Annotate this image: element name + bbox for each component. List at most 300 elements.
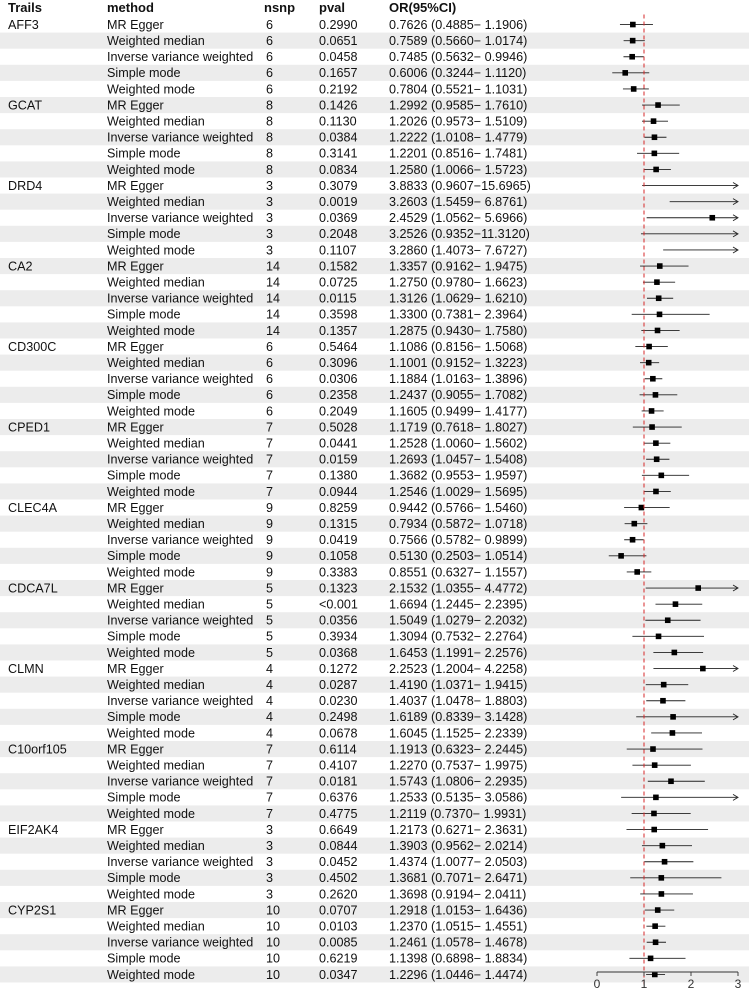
or-point: [662, 859, 668, 865]
row-method: Weighted mode: [107, 243, 195, 258]
row-pval: 0.1657: [319, 66, 358, 81]
row-nsnp: 7: [266, 468, 274, 483]
row-method: Inverse variance weighted: [107, 211, 254, 226]
row-pval: 0.4107: [319, 758, 358, 773]
row-pval: 0.8259: [319, 500, 358, 515]
row-pval: 0.0678: [319, 726, 358, 741]
row-method: Weighted mode: [107, 967, 195, 982]
row-or-ci: 1.6694 (1.2445− 2.2395): [389, 597, 528, 612]
x-tick-label: 3: [734, 977, 742, 990]
row-or-ci: 1.4037 (1.0478− 1.8803): [389, 694, 528, 709]
row-method: Weighted median: [107, 194, 205, 209]
row-pval: 0.1380: [319, 468, 358, 483]
x-tick-label: 1: [640, 977, 648, 990]
row-method: Inverse variance weighted: [107, 452, 254, 467]
row-nsnp: 3: [266, 871, 274, 886]
row-or-ci: 1.1001 (0.9152− 1.3223): [389, 355, 528, 370]
or-point: [659, 875, 665, 881]
row-method: MR Egger: [107, 661, 164, 676]
or-point: [660, 843, 666, 849]
row-nsnp: 7: [266, 742, 274, 757]
row-or-ci: 1.2222 (1.0108− 1.4779): [389, 130, 528, 145]
header-pval: pval: [319, 0, 346, 15]
row-pval: 0.0707: [319, 903, 358, 918]
row-trait: CLEC4A: [8, 500, 57, 515]
row-nsnp: 3: [266, 887, 274, 902]
row-pval: 0.0844: [319, 838, 358, 853]
row-nsnp: 4: [266, 726, 274, 741]
row-pval: 0.0103: [319, 919, 358, 934]
row-pval: 0.2049: [319, 404, 358, 419]
or-point: [670, 730, 676, 736]
row-or-ci: 1.2918 (1.0153− 1.6436): [389, 903, 528, 918]
row-nsnp: 7: [266, 484, 274, 499]
row-or-ci: 1.3682 (0.9553− 1.9597): [389, 468, 528, 483]
row-method: MR Egger: [107, 259, 164, 274]
row-pval: 0.2620: [319, 887, 358, 902]
row-method: Weighted mode: [107, 645, 195, 660]
row-nsnp: 3: [266, 211, 274, 226]
row-or-ci: 1.1913 (0.6323− 2.2445): [389, 742, 528, 757]
row-nsnp: 6: [266, 33, 274, 48]
row-pval: 0.1323: [319, 581, 358, 596]
or-point: [653, 795, 659, 801]
or-point: [631, 521, 637, 527]
row-method: Weighted median: [107, 597, 205, 612]
row-nsnp: 7: [266, 420, 274, 435]
row-pval: 0.6219: [319, 951, 358, 966]
row-pval: <0.001: [319, 597, 358, 612]
row-nsnp: 5: [266, 597, 274, 612]
row-method: Inverse variance weighted: [107, 372, 254, 387]
row-pval: 0.2990: [319, 17, 358, 32]
row-method: Simple mode: [107, 549, 181, 564]
row-or-ci: 2.2523 (1.2004− 4.2258): [389, 661, 528, 676]
row-pval: 0.0458: [319, 50, 358, 65]
or-point: [653, 440, 659, 446]
or-point: [670, 714, 676, 720]
row-pval: 0.3934: [319, 629, 358, 644]
row-pval: 0.6376: [319, 790, 358, 805]
row-pval: 0.1058: [319, 549, 358, 564]
row-or-ci: 3.8833 (0.9607−15.6965): [389, 178, 531, 193]
row-pval: 0.2498: [319, 710, 358, 725]
row-method: Weighted mode: [107, 565, 195, 580]
or-point: [651, 827, 657, 833]
row-method: Simple mode: [107, 710, 181, 725]
row-or-ci: 1.3903 (0.9562− 2.0214): [389, 838, 528, 853]
row-method: MR Egger: [107, 17, 164, 32]
row-pval: 0.3096: [319, 355, 358, 370]
row-or-ci: 1.2693 (1.0457− 1.5408): [389, 452, 528, 467]
row-nsnp: 6: [266, 355, 274, 370]
row-nsnp: 4: [266, 677, 274, 692]
or-point: [673, 601, 679, 607]
or-point: [648, 956, 654, 962]
row-nsnp: 14: [266, 291, 281, 306]
row-or-ci: 1.1398 (0.6898− 1.8834): [389, 951, 528, 966]
or-point: [653, 167, 659, 173]
row-or-ci: 1.2533 (0.5135− 3.0586): [389, 790, 528, 805]
row-pval: 0.2048: [319, 227, 358, 242]
or-point: [652, 972, 658, 978]
row-nsnp: 5: [266, 581, 274, 596]
row-pval: 0.1315: [319, 516, 358, 531]
row-or-ci: 3.2603 (1.5459− 6.8761): [389, 194, 528, 209]
row-nsnp: 9: [266, 500, 274, 515]
row-pval: 0.5464: [319, 339, 358, 354]
or-point: [655, 102, 661, 108]
or-point: [631, 86, 637, 92]
row-pval: 0.2192: [319, 82, 358, 97]
row-nsnp: 8: [266, 146, 274, 161]
or-point: [630, 537, 636, 543]
row-method: Weighted mode: [107, 806, 195, 821]
row-pval: 0.1426: [319, 98, 358, 113]
or-point: [709, 215, 715, 221]
row-method: Weighted median: [107, 677, 205, 692]
row-nsnp: 4: [266, 694, 274, 709]
row-or-ci: 3.2526 (0.9352−11.3120): [389, 227, 530, 242]
or-point: [659, 473, 665, 479]
or-point: [659, 891, 665, 897]
row-nsnp: 5: [266, 645, 274, 660]
row-nsnp: 9: [266, 549, 274, 564]
row-method: Inverse variance weighted: [107, 130, 254, 145]
row-method: Inverse variance weighted: [107, 694, 254, 709]
row-method: Inverse variance weighted: [107, 935, 254, 950]
or-point: [660, 698, 666, 704]
row-or-ci: 1.3094 (0.7532− 2.2764): [389, 629, 528, 644]
or-point: [665, 617, 671, 623]
row-pval: 0.3598: [319, 307, 358, 322]
row-method: MR Egger: [107, 500, 164, 515]
row-nsnp: 7: [266, 436, 274, 451]
row-or-ci: 1.2992 (0.9585− 1.7610): [389, 98, 528, 113]
row-pval: 0.0181: [319, 774, 358, 789]
row-or-ci: 1.2580 (1.0066− 1.5723): [389, 162, 528, 177]
or-point: [656, 295, 662, 301]
row-pval: 0.0419: [319, 533, 358, 548]
row-or-ci: 1.1086 (0.8156− 1.5068): [389, 339, 528, 354]
row-pval: 0.0159: [319, 452, 358, 467]
row-method: Weighted mode: [107, 726, 195, 741]
or-point: [661, 682, 667, 688]
row-pval: 0.3079: [319, 178, 358, 193]
row-or-ci: 1.2201 (0.8516− 1.7481): [389, 146, 528, 161]
header-or: OR(95%CI): [389, 0, 457, 15]
header-method: method: [107, 0, 154, 15]
row-pval: 0.6649: [319, 822, 358, 837]
or-point: [653, 939, 659, 945]
row-nsnp: 6: [266, 17, 274, 32]
row-or-ci: 1.2173 (0.6271− 2.3631): [389, 822, 528, 837]
or-point: [654, 456, 660, 462]
row-or-ci: 1.1884 (1.0163− 1.3896): [389, 372, 528, 387]
or-point: [630, 22, 636, 28]
row-pval: 0.0651: [319, 33, 358, 48]
or-point: [646, 344, 652, 350]
row-method: MR Egger: [107, 742, 164, 757]
row-method: MR Egger: [107, 822, 164, 837]
row-method: Inverse variance weighted: [107, 50, 254, 65]
row-method: Simple mode: [107, 66, 181, 81]
row-nsnp: 14: [266, 259, 281, 274]
row-method: Weighted median: [107, 919, 205, 934]
row-method: Weighted median: [107, 838, 205, 853]
row-method: Simple mode: [107, 146, 181, 161]
row-or-ci: 1.5743 (1.0806− 2.2935): [389, 774, 528, 789]
row-method: MR Egger: [107, 581, 164, 596]
or-point: [652, 923, 658, 929]
row-or-ci: 1.2437 (0.9055− 1.7082): [389, 388, 528, 403]
row-or-ci: 1.6189 (0.8339− 3.1428): [389, 710, 528, 725]
row-or-ci: 0.7485 (0.5632− 0.9946): [389, 50, 528, 65]
row-nsnp: 14: [266, 307, 281, 322]
row-method: Weighted median: [107, 355, 205, 370]
row-trait: C10orf105: [8, 742, 67, 757]
x-tick-label: 2: [687, 977, 695, 990]
row-method: Simple mode: [107, 951, 181, 966]
or-point: [634, 569, 640, 575]
row-or-ci: 1.1605 (0.9499− 1.4177): [389, 404, 528, 419]
or-point: [655, 907, 661, 913]
row-nsnp: 10: [266, 951, 281, 966]
row-or-ci: 0.6006 (0.3244− 1.1120): [389, 66, 527, 81]
row-nsnp: 3: [266, 194, 274, 209]
row-nsnp: 3: [266, 822, 274, 837]
row-pval: 0.0369: [319, 211, 358, 226]
row-pval: 0.0441: [319, 436, 358, 451]
row-pval: 0.1272: [319, 661, 358, 676]
row-or-ci: 1.3357 (0.9162− 1.9475): [389, 259, 528, 274]
or-point: [652, 151, 658, 157]
row-nsnp: 3: [266, 178, 274, 193]
x-tick-label: 0: [593, 977, 601, 990]
row-method: Simple mode: [107, 871, 181, 886]
row-trait: DRD4: [8, 178, 43, 193]
row-pval: 0.0452: [319, 855, 358, 870]
or-point: [700, 666, 706, 672]
row-or-ci: 0.7626 (0.4885− 1.1906): [389, 17, 528, 32]
row-method: Weighted mode: [107, 887, 195, 902]
or-point: [650, 376, 656, 382]
or-point: [695, 585, 701, 591]
row-nsnp: 10: [266, 903, 281, 918]
row-pval: 0.0368: [319, 645, 358, 660]
row-nsnp: 4: [266, 661, 274, 676]
row-trait: CD300C: [8, 339, 57, 354]
row-pval: 0.0306: [319, 372, 358, 387]
row-pval: 0.1582: [319, 259, 358, 274]
or-point: [646, 360, 652, 366]
row-nsnp: 8: [266, 162, 274, 177]
row-nsnp: 10: [266, 967, 281, 982]
row-pval: 0.0384: [319, 130, 358, 145]
row-trait: CYP2S1: [8, 903, 57, 918]
row-or-ci: 1.2270 (0.7537− 1.9975): [389, 758, 528, 773]
row-nsnp: 6: [266, 339, 274, 354]
or-point: [651, 118, 657, 124]
row-or-ci: 1.2750 (0.9780− 1.6623): [389, 275, 528, 290]
row-pval: 0.0347: [319, 967, 358, 982]
row-trait: CPED1: [8, 420, 50, 435]
row-pval: 0.4775: [319, 806, 358, 821]
row-or-ci: 1.3126 (1.0629− 1.6210): [389, 291, 528, 306]
row-pval: 0.2358: [319, 388, 358, 403]
row-nsnp: 7: [266, 806, 274, 821]
row-method: Simple mode: [107, 388, 181, 403]
or-point: [657, 263, 663, 269]
row-pval: 0.0230: [319, 694, 358, 709]
row-or-ci: 1.4190 (1.0371− 1.9415): [389, 677, 528, 692]
row-method: Weighted mode: [107, 82, 195, 97]
row-or-ci: 1.4374 (1.0077− 2.0503): [389, 855, 528, 870]
row-method: Weighted mode: [107, 323, 195, 338]
or-point: [652, 134, 658, 140]
row-or-ci: 1.2528 (1.0060− 1.5602): [389, 436, 528, 451]
or-point: [672, 650, 678, 656]
row-pval: 0.1130: [319, 114, 357, 129]
row-method: Inverse variance weighted: [107, 774, 254, 789]
row-method: Weighted mode: [107, 404, 195, 419]
table-header: [8, 0, 456, 15]
row-or-ci: 1.6453 (1.1991− 2.2576): [389, 645, 528, 660]
row-or-ci: 1.2461 (1.0578− 1.4678): [389, 935, 528, 950]
row-or-ci: 1.1719 (0.7618− 1.8027): [389, 420, 528, 435]
row-method: Simple mode: [107, 307, 181, 322]
or-point: [653, 489, 659, 495]
row-pval: 0.3383: [319, 565, 358, 580]
row-method: Weighted median: [107, 275, 205, 290]
or-point: [618, 553, 624, 559]
row-or-ci: 1.3681 (0.7071− 2.6471): [389, 871, 528, 886]
row-method: Weighted median: [107, 114, 205, 129]
row-or-ci: 0.8551 (0.6327− 1.1557): [389, 565, 528, 580]
row-method: Inverse variance weighted: [107, 291, 254, 306]
row-nsnp: 6: [266, 372, 274, 387]
row-nsnp: 9: [266, 533, 274, 548]
row-or-ci: 1.2875 (0.9430− 1.7580): [389, 323, 528, 338]
row-pval: 0.0944: [319, 484, 358, 499]
row-nsnp: 3: [266, 855, 274, 870]
row-pval: 0.0356: [319, 613, 358, 628]
row-nsnp: 6: [266, 404, 274, 419]
row-method: MR Egger: [107, 339, 164, 354]
row-pval: 0.4502: [319, 871, 358, 886]
row-method: Weighted median: [107, 33, 205, 48]
or-point: [649, 408, 655, 414]
row-or-ci: 2.1532 (1.0355− 4.4772): [389, 581, 528, 596]
or-point: [651, 811, 657, 817]
row-or-ci: 1.5049 (1.0279− 2.2032): [389, 613, 528, 628]
row-trait: CDCA7L: [8, 581, 58, 596]
row-or-ci: 1.2296 (1.0446− 1.4474): [389, 967, 528, 982]
row-or-ci: 1.6045 (1.1525− 2.2339): [389, 726, 528, 741]
row-method: Inverse variance weighted: [107, 855, 254, 870]
row-pval: 0.0834: [319, 162, 358, 177]
row-or-ci: 1.2026 (0.9573− 1.5109): [389, 114, 528, 129]
or-point: [650, 746, 656, 752]
row-method: MR Egger: [107, 420, 164, 435]
row-method: Inverse variance weighted: [107, 533, 254, 548]
row-nsnp: 6: [266, 82, 274, 97]
row-or-ci: 1.2119 (0.7370− 1.9931): [389, 806, 527, 821]
row-nsnp: 7: [266, 452, 274, 467]
row-trait: CLMN: [8, 661, 44, 676]
or-point: [668, 778, 674, 784]
row-or-ci: 0.7589 (0.5660− 1.0174): [389, 33, 528, 48]
row-nsnp: 9: [266, 516, 274, 531]
row-or-ci: 0.7804 (0.5521− 1.1031): [389, 82, 528, 97]
row-or-ci: 1.2546 (1.0029− 1.5695): [389, 484, 528, 499]
row-method: Simple mode: [107, 227, 181, 242]
row-trait: CA2: [8, 259, 33, 274]
or-point: [649, 424, 655, 430]
row-method: Weighted mode: [107, 484, 195, 499]
row-nsnp: 3: [266, 243, 274, 258]
row-method: Simple mode: [107, 790, 181, 805]
row-method: MR Egger: [107, 178, 164, 193]
row-method: Simple mode: [107, 629, 181, 644]
row-or-ci: 0.7934 (0.5872− 1.0718): [389, 516, 528, 531]
row-nsnp: 6: [266, 66, 274, 81]
row-method: Weighted mode: [107, 162, 195, 177]
row-or-ci: 2.4529 (1.0562− 5.6966): [389, 211, 528, 226]
or-point: [622, 70, 628, 76]
row-nsnp: 10: [266, 919, 281, 934]
row-method: Weighted median: [107, 516, 205, 531]
row-method: Weighted median: [107, 758, 205, 773]
header-nsnp: nsnp: [264, 0, 296, 15]
row-pval: 0.0085: [319, 935, 358, 950]
row-or-ci: 0.5130 (0.2503− 1.0514): [389, 549, 528, 564]
row-method: MR Egger: [107, 903, 164, 918]
header-trait: Trails: [8, 0, 42, 15]
or-point: [639, 505, 645, 511]
row-method: Inverse variance weighted: [107, 613, 254, 628]
row-method: Weighted median: [107, 436, 205, 451]
or-point: [653, 392, 659, 398]
row-method: MR Egger: [107, 98, 164, 113]
row-pval: 0.0287: [319, 677, 358, 692]
row-nsnp: 9: [266, 565, 274, 580]
row-nsnp: 5: [266, 613, 274, 628]
row-pval: 0.0019: [319, 194, 358, 209]
or-point: [652, 762, 658, 768]
row-trait: EIF2AK4: [8, 822, 59, 837]
row-nsnp: 4: [266, 710, 274, 725]
or-point: [654, 279, 660, 285]
or-point: [657, 312, 663, 318]
row-pval: 0.1107: [319, 243, 357, 258]
or-point: [629, 54, 635, 60]
row-pval: 0.5028: [319, 420, 358, 435]
row-pval: 0.1357: [319, 323, 358, 338]
row-pval: 0.6114: [319, 742, 357, 757]
row-or-ci: 1.2370 (1.0515− 1.4551): [389, 919, 528, 934]
row-or-ci: 0.9442 (0.5766− 1.5460): [389, 500, 528, 515]
row-nsnp: 8: [266, 114, 274, 129]
row-nsnp: 7: [266, 790, 274, 805]
row-nsnp: 14: [266, 275, 281, 290]
row-nsnp: 3: [266, 838, 274, 853]
or-point: [655, 328, 661, 334]
row-nsnp: 7: [266, 774, 274, 789]
row-nsnp: 6: [266, 388, 274, 403]
row-pval: 0.0725: [319, 275, 358, 290]
row-nsnp: 14: [266, 323, 281, 338]
